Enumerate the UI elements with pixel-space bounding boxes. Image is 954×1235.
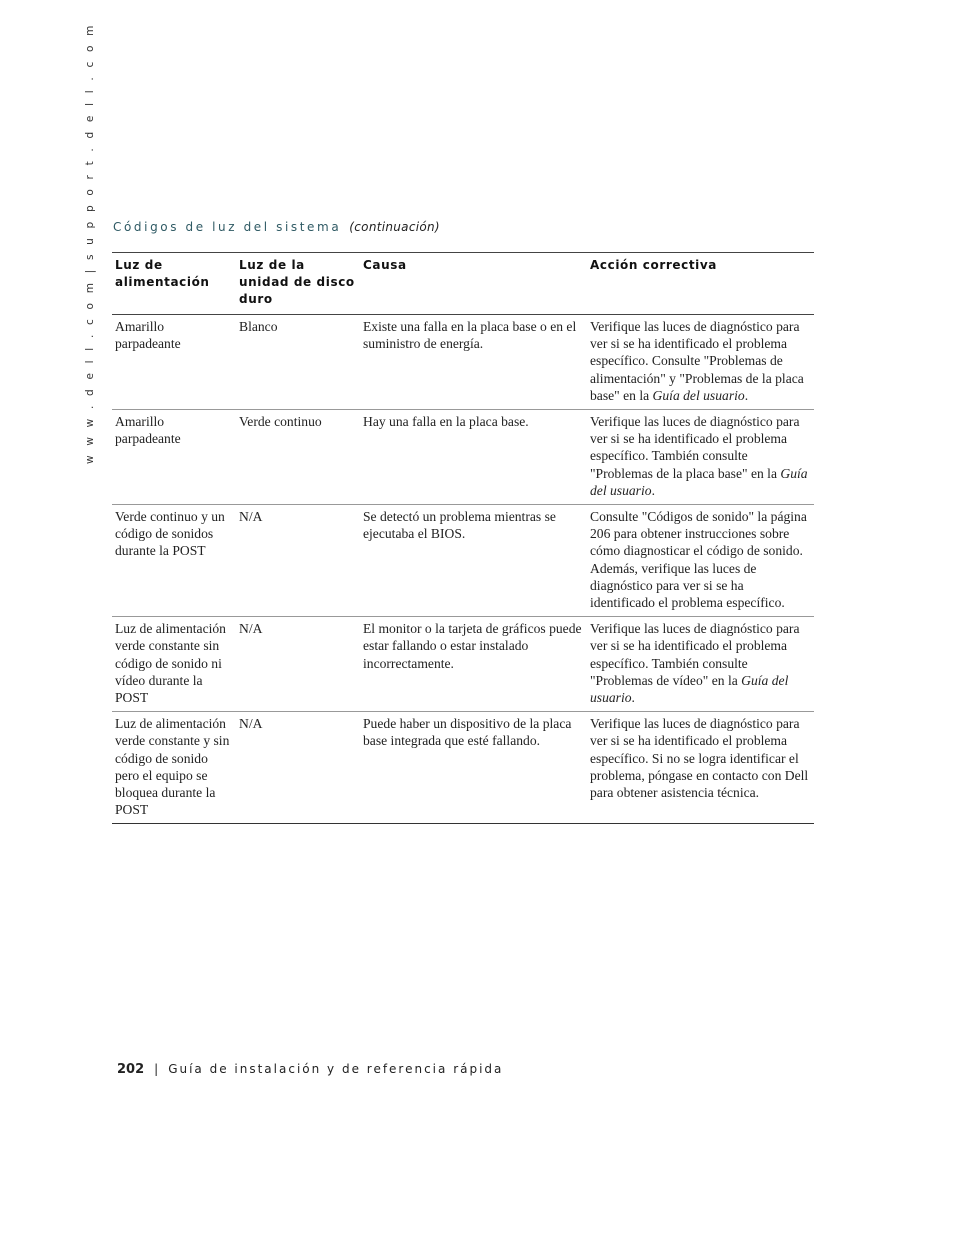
cell-power-light: Amarillo parpadeante bbox=[115, 319, 181, 352]
system-light-codes-table bbox=[112, 252, 814, 824]
cell-disk-light: N/A bbox=[239, 621, 263, 637]
cell-action bbox=[587, 410, 814, 505]
header-power-light: Luz de alimentación bbox=[115, 258, 210, 289]
user-guide-reference: Guía del usuario bbox=[590, 672, 789, 706]
table-title bbox=[113, 220, 440, 234]
cell-power-light: Verde continuo y un código de sonidos durante la POST bbox=[115, 509, 225, 559]
table-title-continued: (continuación) bbox=[349, 220, 440, 234]
action-end: . bbox=[651, 482, 655, 498]
guide-title: Guía de instalación y de referencia rápida bbox=[168, 1062, 504, 1076]
cell-power-light: Luz de alimentación verde constante y sin código de sonido pero el equipo se bloquea durante la POST bbox=[115, 716, 230, 818]
cell-cause: Existe una falla en la placa base o en el suministro de energía. bbox=[363, 319, 577, 352]
cell-disk-light: N/A bbox=[239, 509, 263, 525]
action-end: . bbox=[631, 690, 635, 706]
action-end: . bbox=[744, 387, 749, 403]
cell-cause: Puede haber un dispositivo de la placa base integrada que esté fallando. bbox=[363, 716, 572, 749]
cell-action bbox=[587, 712, 814, 824]
cell-action bbox=[587, 617, 814, 712]
cell-disk-light: Verde continuo bbox=[239, 414, 322, 430]
cell-cause: Hay una falla en la placa base. bbox=[363, 414, 529, 430]
cell-power-light: Luz de alimentación verde constante sin código de sonido ni vídeo durante la POST bbox=[115, 621, 226, 706]
action-text: Consulte "Códigos de sonido" la página 206 para obtener instrucciones sobre cómo diagnosticar el código de sonido. Además, verifique las luces de diagnóstico para ver si se ha identificado el problema específico. bbox=[590, 509, 807, 611]
header-cause: Causa bbox=[363, 258, 407, 272]
side-website-url: w w w . d e l l . c o m | s u p p o r t . d e l l . c o m bbox=[84, 22, 96, 464]
cell-action bbox=[587, 315, 814, 410]
table-row bbox=[112, 617, 814, 712]
action-text: Verifique las luces de diagnóstico para ver si se ha identificado el problema específico. También consulte "Problemas de la placa base" en la bbox=[590, 414, 800, 481]
cell-cause: Se detectó un problema mientras se ejecutaba el BIOS. bbox=[363, 509, 556, 542]
table-row bbox=[112, 712, 814, 824]
table-row bbox=[112, 505, 814, 617]
cell-disk-light: Blanco bbox=[239, 319, 278, 334]
action-text: Verifique las luces de diagnóstico para ver si se ha identificado el problema específico. También consulte "Problemas de vídeo" en la bbox=[590, 621, 800, 688]
table-row bbox=[112, 315, 814, 410]
table-header-row bbox=[112, 253, 814, 315]
table-title-text: Códigos de luz del sistema bbox=[113, 220, 342, 234]
header-disk-light: Luz de la unidad de disco duro bbox=[239, 258, 355, 306]
header-corrective-action: Acción correctiva bbox=[590, 258, 718, 272]
user-guide-reference: Guía del usuario bbox=[590, 465, 808, 498]
table-row bbox=[112, 410, 814, 505]
page-footer bbox=[117, 1062, 503, 1077]
cell-power-light: Amarillo parpadeante bbox=[115, 414, 181, 447]
page-number: 202 bbox=[117, 1062, 145, 1077]
cell-disk-light: N/A bbox=[239, 716, 263, 732]
cell-cause: El monitor o la tarjeta de gráficos puede estar fallando o estar instalado incorrectamente. bbox=[363, 621, 582, 671]
action-text: Verifique las luces de diagnóstico para ver si se ha identificado el problema específico. Si no se logra identificar el problema, póngase en contacto con Dell para obtener asistencia técnica. bbox=[590, 716, 809, 801]
footer-separator: | bbox=[154, 1062, 159, 1076]
user-guide-reference: Guía del usuario bbox=[652, 387, 745, 403]
cell-action bbox=[587, 505, 814, 617]
action-text: Verifique las luces de diagnóstico para ver si se ha identificado el problema específico. Consulte "Problemas de alimentación" y "Problemas de la placa base" en la bbox=[590, 319, 804, 403]
